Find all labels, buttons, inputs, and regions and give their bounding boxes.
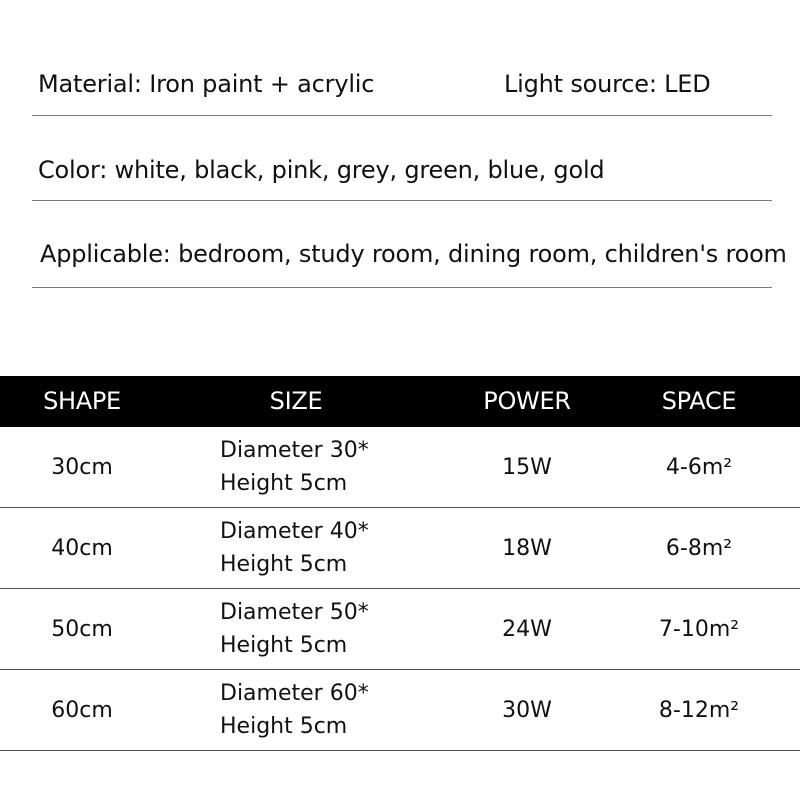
table-row — [0, 508, 800, 589]
power-cell: 24W — [502, 616, 552, 642]
size-height: Height 5cm — [220, 633, 348, 658]
size-diameter: Diameter 30* — [220, 438, 369, 463]
size-cell — [220, 427, 410, 507]
header-shape: SHAPE — [43, 387, 121, 415]
size-cell — [220, 670, 410, 750]
shape-cell: 50cm — [51, 616, 113, 642]
light-source-spec: Light source: LED — [504, 70, 711, 98]
size-diameter: Diameter 50* — [220, 600, 369, 625]
size-cell — [220, 589, 410, 669]
shape-cell: 60cm — [51, 697, 113, 723]
shape-cell: 30cm — [51, 454, 113, 480]
space-cell: 6-8m² — [665, 535, 733, 561]
divider-line — [32, 115, 772, 116]
power-cell: 30W — [502, 697, 552, 723]
size-height: Height 5cm — [220, 552, 348, 577]
space-cell: 8-12m² — [658, 697, 740, 723]
table-row — [0, 589, 800, 670]
size-diameter: Diameter 40* — [220, 519, 369, 544]
size-height: Height 5cm — [220, 471, 348, 496]
material-spec: Material: Iron paint + acrylic — [38, 70, 375, 98]
space-cell: 4-6m² — [665, 454, 733, 480]
header-size: SIZE — [269, 387, 323, 415]
power-cell: 15W — [502, 454, 552, 480]
table-header — [0, 376, 800, 427]
table-row — [0, 670, 800, 751]
space-cell: 7-10m² — [658, 616, 740, 642]
color-spec: Color: white, black, pink, grey, green, blue, gold — [38, 156, 605, 184]
shape-cell: 40cm — [51, 535, 113, 561]
header-power: POWER — [483, 387, 571, 415]
divider-line — [32, 287, 772, 288]
size-cell — [220, 508, 410, 588]
table-row — [0, 427, 800, 508]
power-cell: 18W — [502, 535, 552, 561]
header-space: SPACE — [661, 387, 737, 415]
spec-table — [0, 376, 800, 751]
applicable-spec: Applicable: bedroom, study room, dining room, children's room — [40, 240, 787, 268]
size-height: Height 5cm — [220, 714, 348, 739]
divider-line — [32, 200, 772, 201]
size-diameter: Diameter 60* — [220, 681, 369, 706]
